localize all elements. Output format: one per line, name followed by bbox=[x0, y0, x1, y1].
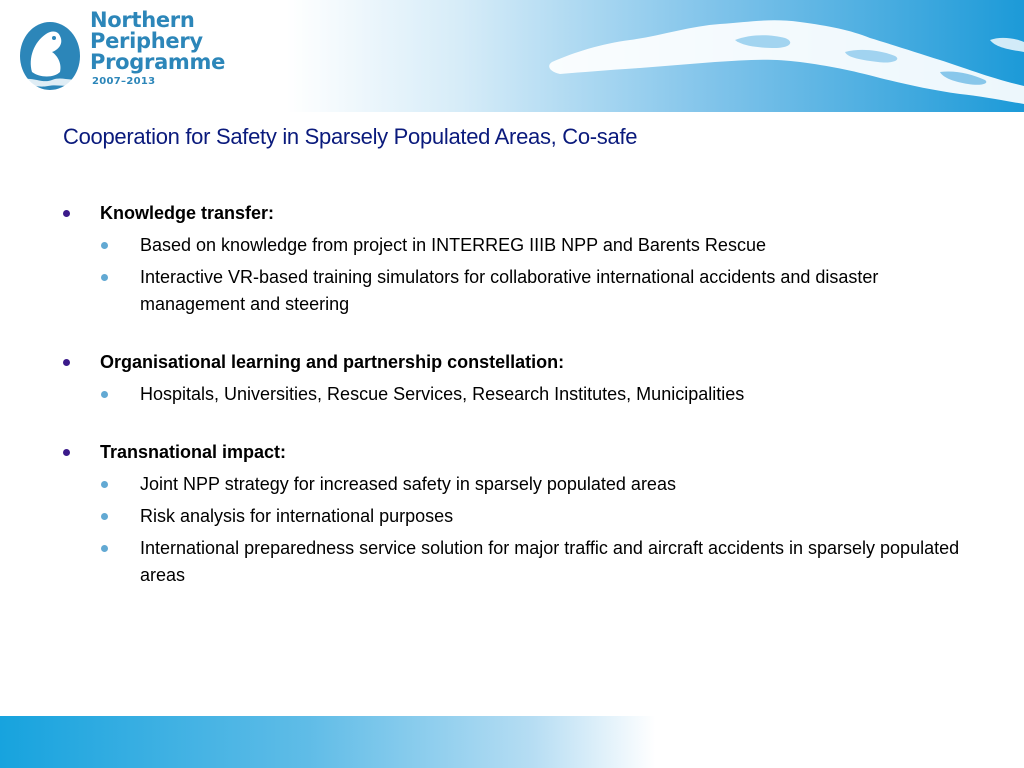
list-item-text: Risk analysis for international purposes bbox=[140, 506, 454, 526]
list-item bbox=[63, 535, 983, 589]
bullet-dot-icon bbox=[101, 391, 108, 398]
section-heading-text: Knowledge transfer: bbox=[100, 203, 275, 223]
section-heading-text: Organisational learning and partnership constellation: bbox=[100, 352, 565, 372]
section-heading bbox=[63, 201, 983, 227]
list-item-text: International preparedness service solution for major traffic and aircraft accidents in sparsely populated areas bbox=[140, 538, 960, 585]
section-heading bbox=[63, 440, 983, 466]
map-island bbox=[990, 38, 1024, 52]
bullet-dot-icon bbox=[101, 545, 108, 552]
logo-line: Programme bbox=[90, 50, 226, 74]
bird-emblem-icon bbox=[18, 14, 82, 92]
list-item bbox=[63, 503, 983, 530]
list-item-text: Hospitals, Universities, Rescue Services, Research Institutes, Municipalities bbox=[140, 384, 745, 404]
list-item bbox=[63, 471, 983, 498]
bullet-dot-icon bbox=[63, 359, 70, 366]
logo-line: Northern bbox=[90, 8, 195, 32]
bullet-content bbox=[63, 201, 983, 589]
bullet-dot-icon bbox=[63, 449, 70, 456]
section-knowledge-transfer bbox=[63, 201, 983, 318]
list-item bbox=[63, 381, 983, 408]
logo-years: 2007–2013 bbox=[92, 76, 156, 87]
section-heading-text: Transnational impact: bbox=[100, 442, 287, 462]
list-item-text: Based on knowledge from project in INTERREG IIIB NPP and Barents Rescue bbox=[140, 235, 766, 255]
section-transnational-impact bbox=[63, 440, 983, 589]
section-organisational-learning bbox=[63, 350, 983, 408]
map-coastline bbox=[549, 20, 1024, 104]
bullet-dot-icon bbox=[63, 210, 70, 217]
emblem-eye bbox=[52, 36, 56, 40]
logo-line: Periphery bbox=[90, 29, 203, 53]
page-title: Cooperation for Safety in Sparsely Populated Areas, Co-safe bbox=[63, 124, 638, 149]
bullet-dot-icon bbox=[101, 242, 108, 249]
bullet-dot-icon bbox=[101, 513, 108, 520]
list-item-text: Interactive VR-based training simulators for collaborative international accidents and disaster management and steering bbox=[140, 267, 879, 314]
bullet-dot-icon bbox=[101, 274, 108, 281]
list-item bbox=[63, 264, 983, 318]
logo bbox=[18, 8, 226, 105]
list-item bbox=[63, 232, 983, 259]
logo-wordmark bbox=[90, 10, 225, 73]
section-heading bbox=[63, 350, 983, 376]
list-item-text: Joint NPP strategy for increased safety in sparsely populated areas bbox=[140, 474, 676, 494]
bullet-dot-icon bbox=[101, 481, 108, 488]
footer-band bbox=[0, 716, 1024, 768]
